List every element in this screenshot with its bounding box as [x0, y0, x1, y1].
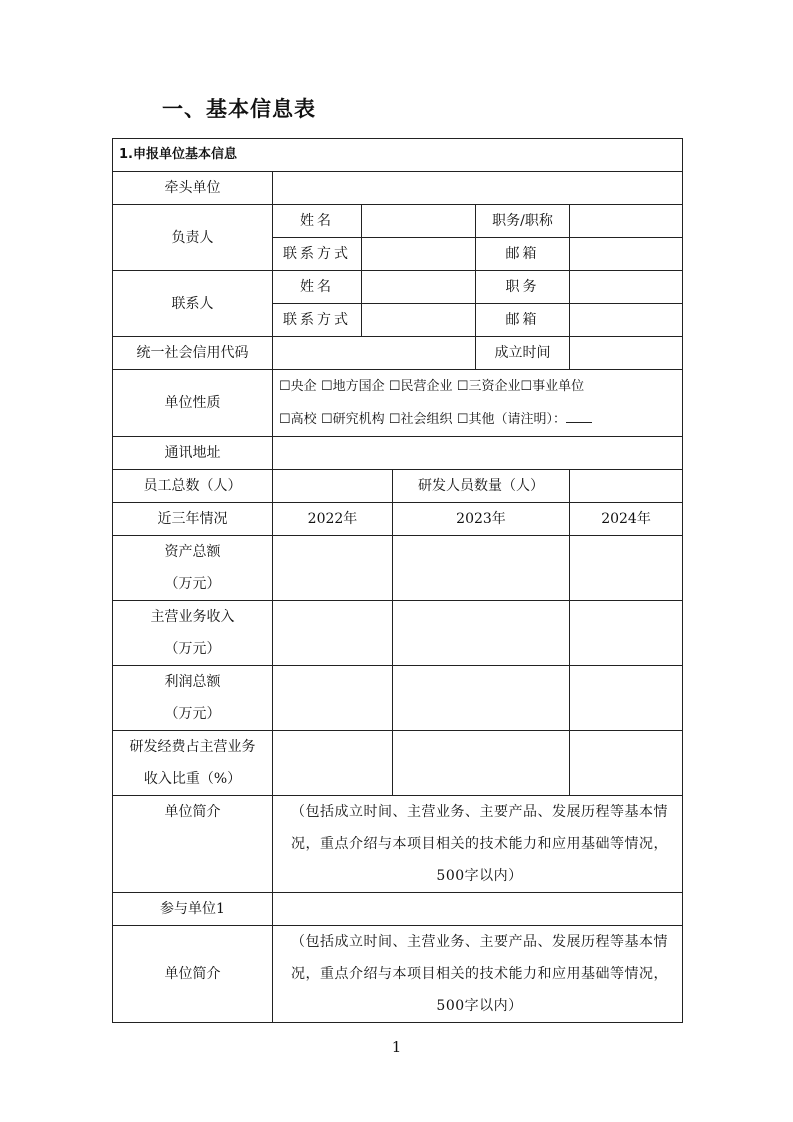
pic-title-label: 职务/职称: [476, 205, 570, 238]
cp-position-label: 职务: [476, 271, 570, 304]
total-profit-text: 利润总额: [164, 674, 221, 690]
cp-contact-field[interactable]: [362, 304, 476, 337]
checkbox-private[interactable]: ☐民营企业: [388, 379, 453, 394]
unit-intro-label: 单位简介: [113, 796, 273, 893]
year-2023-header: 2023年: [393, 503, 570, 536]
total-staff-label: 员工总数（人）: [113, 470, 273, 503]
pic-title-field[interactable]: [570, 205, 683, 238]
main-revenue-2024[interactable]: [570, 601, 683, 666]
checkbox-other[interactable]: ☐其他（请注明）：: [456, 412, 567, 427]
main-revenue-text: 主营业务收入: [150, 609, 235, 625]
total-assets-2023[interactable]: [393, 536, 570, 601]
address-field[interactable]: [273, 437, 683, 470]
page-heading: 一、基本信息表: [162, 97, 316, 121]
address-label: 通讯地址: [113, 437, 273, 470]
page-number: 1: [391, 1038, 402, 1056]
person-in-charge-label: 负责人: [113, 205, 273, 271]
total-profit-2024[interactable]: [570, 666, 683, 731]
checkbox-university[interactable]: ☐高校: [279, 412, 317, 427]
total-assets-text: 资产总额: [164, 544, 221, 560]
cp-name-field[interactable]: [362, 271, 476, 304]
year-2024-header: 2024年: [570, 503, 683, 536]
last-three-years-label: 近三年情况: [113, 503, 273, 536]
cp-email-field[interactable]: [570, 304, 683, 337]
total-profit-2023[interactable]: [393, 666, 570, 731]
rd-ratio-label: [113, 731, 273, 796]
checkbox-social-org[interactable]: ☐社会组织: [388, 412, 453, 427]
pic-email-label: 邮箱: [476, 238, 570, 271]
checkbox-central-soe[interactable]: ☐央企: [279, 379, 317, 394]
credit-code-label: 统一社会信用代码: [113, 337, 273, 370]
main-revenue-2023[interactable]: [393, 601, 570, 666]
cp-name-label: 姓名: [273, 271, 362, 304]
total-assets-label: [113, 536, 273, 601]
pic-email-field[interactable]: [570, 238, 683, 271]
total-profit-unit: （万元）: [164, 706, 221, 722]
main-revenue-unit: （万元）: [164, 641, 221, 657]
established-time-label: 成立时间: [476, 337, 570, 370]
total-profit-2022[interactable]: [273, 666, 393, 731]
participant-1-field[interactable]: [273, 893, 683, 926]
total-staff-field[interactable]: [273, 470, 393, 503]
rd-ratio-text-1: 研发经费占主营业务: [129, 739, 256, 755]
main-revenue-label: [113, 601, 273, 666]
total-assets-2024[interactable]: [570, 536, 683, 601]
unit-nature-label: 单位性质: [113, 370, 273, 437]
total-assets-2022[interactable]: [273, 536, 393, 601]
cp-position-field[interactable]: [570, 271, 683, 304]
participant-1-label: 参与单位1: [113, 893, 273, 926]
pic-contact-field[interactable]: [362, 238, 476, 271]
checkbox-foreign-invested[interactable]: ☐三资企业: [456, 379, 521, 394]
rd-ratio-2024[interactable]: [570, 731, 683, 796]
checkbox-research-institute[interactable]: ☐研究机构: [320, 412, 385, 427]
rd-staff-field[interactable]: [570, 470, 683, 503]
rd-staff-label: 研发人员数量（人）: [393, 470, 570, 503]
unit-intro-field[interactable]: （包括成立时间、主营业务、主要产品、发展历程等基本情况，重点介绍与本项目相关的技术能力和应用基础等情况，500字以内）: [273, 796, 683, 893]
cp-email-label: 邮箱: [476, 304, 570, 337]
total-profit-label: [113, 666, 273, 731]
rd-ratio-2022[interactable]: [273, 731, 393, 796]
rd-ratio-text-2: 收入比重（%）: [143, 771, 242, 787]
lead-unit-label: 牵头单位: [113, 172, 273, 205]
participant-intro-field[interactable]: （包括成立时间、主营业务、主要产品、发展历程等基本情况，重点介绍与本项目相关的技术能力和应用基础等情况，500字以内）: [273, 926, 683, 1023]
credit-code-field[interactable]: [273, 337, 476, 370]
unit-nature-options: [273, 370, 683, 437]
pic-name-field[interactable]: [362, 205, 476, 238]
contact-person-label: 联系人: [113, 271, 273, 337]
participant-intro-label: 单位简介: [113, 926, 273, 1023]
cp-contact-label: 联系方式: [273, 304, 362, 337]
year-2022-header: 2022年: [273, 503, 393, 536]
basic-info-table: [112, 138, 683, 1023]
rd-ratio-2023[interactable]: [393, 731, 570, 796]
other-specify-blank[interactable]: [566, 408, 592, 423]
pic-contact-label: 联系方式: [273, 238, 362, 271]
checkbox-public-institution[interactable]: ☐事业单位: [520, 379, 585, 394]
checkbox-local-soe[interactable]: ☐地方国企: [320, 379, 385, 394]
lead-unit-field[interactable]: [273, 172, 683, 205]
established-time-field[interactable]: [570, 337, 683, 370]
section-title: 1.申报单位基本信息: [113, 139, 683, 172]
pic-name-label: 姓名: [273, 205, 362, 238]
total-assets-unit: （万元）: [164, 576, 221, 592]
main-revenue-2022[interactable]: [273, 601, 393, 666]
